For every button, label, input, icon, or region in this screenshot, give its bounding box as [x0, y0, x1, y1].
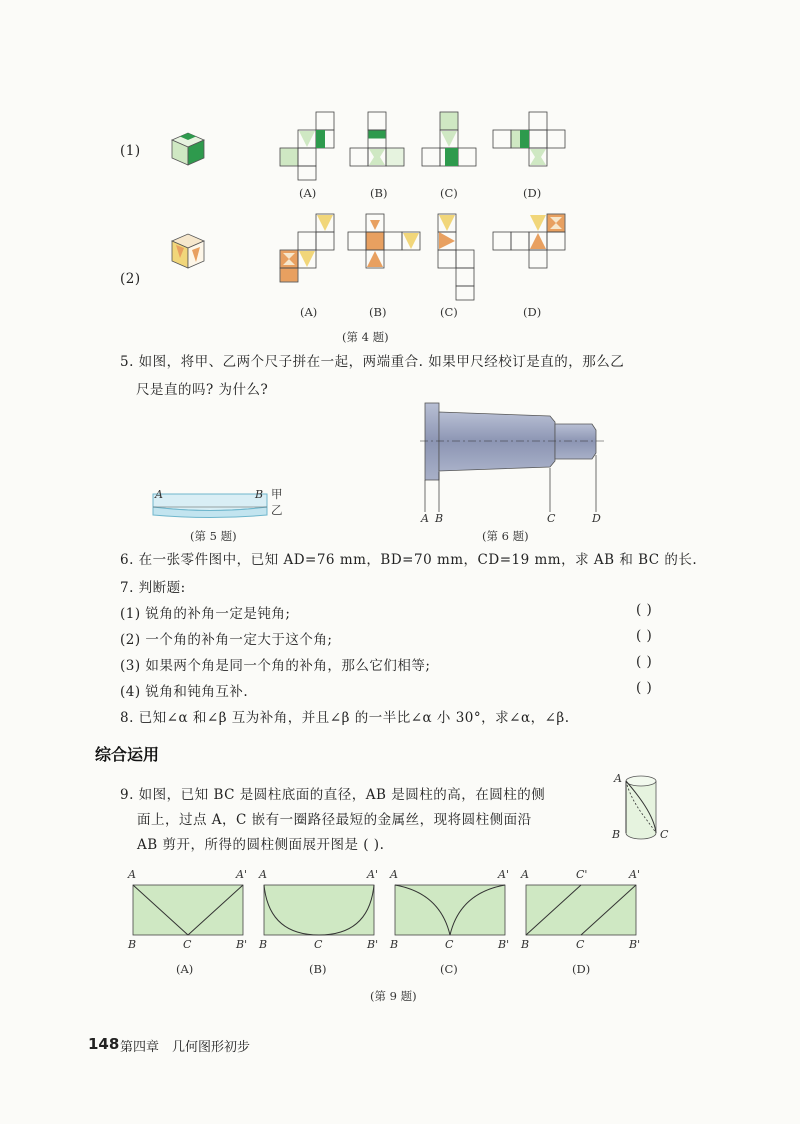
opt-b-label-tr: A' — [367, 868, 378, 881]
net-1c — [422, 110, 482, 182]
q5-ruler-top-label: 甲 — [271, 487, 283, 501]
opt-b-label-tl: A — [259, 868, 267, 881]
unfolding-option-a-figure — [133, 885, 243, 935]
unfolding-option-c-figure — [395, 885, 505, 935]
q4-row1-label: (1) — [120, 143, 141, 159]
opt-d-label-tr: A' — [629, 868, 640, 881]
q9-text-line2: 面上，过点 A，C 嵌有一圈路径最短的金属丝，现将圆柱侧面沿 — [137, 812, 532, 828]
q4-row1-option-d: (D) — [523, 186, 542, 200]
q9-option-d: (D) — [572, 962, 591, 976]
opt-d-label-tl: A — [521, 868, 529, 881]
q7-item-4: (4) 锐角和钝角互补. — [120, 684, 249, 700]
q4-row2-option-a: (A) — [300, 305, 318, 319]
q4-row1-option-a: (A) — [299, 186, 317, 200]
q4-caption: (第 4 题) — [342, 330, 389, 344]
q7-answer-paren-4: ( ) — [636, 680, 653, 696]
q4-row2-label: (2) — [120, 271, 141, 287]
footer-chapter-title: 几何图形初步 — [172, 1040, 251, 1055]
opt-d-label-bl: B — [521, 938, 530, 951]
q6-caption: (第 6 题) — [482, 529, 529, 543]
q5-text-line2: 尺是直的吗? 为什么? — [136, 382, 269, 398]
q4-row2-option-c: (C) — [440, 305, 458, 319]
net-2c — [420, 212, 480, 302]
opt-d-label-bm: C — [576, 938, 585, 951]
q5-label-a: A — [155, 488, 163, 501]
q8-text: 8. 已知∠α 和∠β 互为补角，并且∠β 的一半比∠α 小 30°，求∠α，∠β. — [120, 710, 570, 726]
opt-c-label-bl: B — [390, 938, 399, 951]
unfolding-option-d-figure — [526, 885, 636, 935]
rulers-figure — [150, 487, 270, 522]
opt-b-label-br: B' — [367, 938, 379, 951]
unfolding-option-b-figure — [264, 885, 374, 935]
q5-caption: (第 5 题) — [190, 529, 237, 543]
opt-a-label-bm: C — [183, 938, 192, 951]
opt-b-label-bm: C — [314, 938, 323, 951]
opt-d-label-tm: C' — [576, 868, 588, 881]
q9-option-c: (C) — [440, 962, 458, 976]
q6-label-c: C — [547, 512, 556, 525]
net-2b — [348, 212, 420, 272]
q6-label-d: D — [592, 512, 601, 525]
shaft-part-figure — [420, 400, 610, 515]
q7-item-1: (1) 锐角的补角一定是钝角; — [120, 606, 291, 622]
q7-answer-paren-3: ( ) — [636, 654, 653, 670]
q9-text-line3: AB 剪开，所得的圆柱侧面展开图是 ( ). — [137, 837, 385, 853]
opt-d-label-br: B' — [629, 938, 641, 951]
q4-row1-option-b: (B) — [370, 186, 388, 200]
opt-a-label-tr: A' — [236, 868, 247, 881]
q7-answer-paren-2: ( ) — [636, 628, 653, 644]
opt-b-label-bl: B — [259, 938, 268, 951]
q5-label-b: B — [255, 488, 264, 501]
q6-label-a: A — [421, 512, 429, 525]
page-number: 148 — [88, 1035, 120, 1053]
q9-caption: (第 9 题) — [370, 989, 417, 1003]
q5-ruler-bottom-label: 乙 — [271, 503, 283, 517]
net-1b — [350, 110, 410, 182]
opt-c-label-tl: A — [390, 868, 398, 881]
opt-c-label-br: B' — [498, 938, 510, 951]
q6-text: 6. 在一张零件图中，已知 AD=76 mm，BD=70 mm，CD=19 mm，求 AB 和 BC 的长. — [120, 552, 698, 568]
cylinder-label-a: A — [614, 772, 622, 785]
opt-a-label-tl: A — [128, 868, 136, 881]
q9-option-b: (B) — [309, 962, 327, 976]
cylinder-label-c: C — [660, 828, 669, 841]
net-2a — [280, 212, 340, 284]
opt-c-label-bm: C — [445, 938, 454, 951]
opt-a-label-br: B' — [236, 938, 248, 951]
q5-text-line1: 5. 如图，将甲、乙两个尺子拼在一起，两端重合. 如果甲尺经校订是直的，那么乙 — [120, 354, 625, 370]
net-1a — [280, 110, 340, 182]
q9-option-a: (A) — [176, 962, 194, 976]
q7-title: 7. 判断题: — [120, 580, 186, 596]
cube-orange-figure — [168, 232, 208, 272]
q4-row2-option-d: (D) — [523, 305, 542, 319]
q7-answer-paren-1: ( ) — [636, 602, 653, 618]
q9-text-line1: 9. 如图，已知 BC 是圆柱底面的直径，AB 是圆柱的高，在圆柱的侧 — [120, 787, 546, 803]
q7-item-2: (2) 一个角的补角一定大于这个角; — [120, 632, 333, 648]
q7-item-3: (3) 如果两个角是同一个角的补角，那么它们相等; — [120, 658, 431, 674]
q4-row1-option-c: (C) — [440, 186, 458, 200]
q4-row2-option-b: (B) — [369, 305, 387, 319]
footer-chapter: 第四章 — [120, 1040, 160, 1055]
q6-label-b: B — [435, 512, 444, 525]
cylinder-label-b: B — [612, 828, 621, 841]
opt-c-label-tr: A' — [498, 868, 509, 881]
net-1d — [493, 110, 565, 182]
net-2d — [493, 212, 565, 272]
opt-a-label-bl: B — [128, 938, 137, 951]
section-title: 综合运用 — [95, 745, 160, 764]
cube-green-figure — [168, 131, 208, 167]
